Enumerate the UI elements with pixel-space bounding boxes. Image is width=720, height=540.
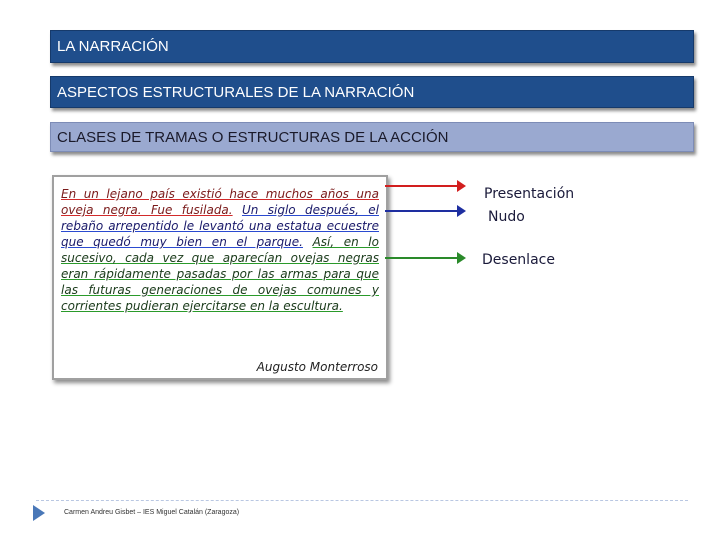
arrow-head-icon	[457, 252, 466, 264]
arrow-head-icon	[457, 205, 466, 217]
play-icon[interactable]	[33, 505, 45, 521]
title-text: LA NARRACIÓN	[57, 38, 169, 55]
label-presentacion: Presentación	[484, 186, 575, 202]
story-presentacion: En un lejano país existió hace muchos años una oveja negra. Fue fusilada.	[61, 187, 379, 217]
arrow-head-icon	[457, 180, 466, 192]
title-bar	[50, 30, 694, 63]
section-bar	[50, 122, 694, 152]
subtitle-text: ASPECTOS ESTRUCTURALES DE LA NARRACIÓN	[57, 83, 415, 101]
label-desenlace: Desenlace	[482, 252, 555, 268]
subtitle-bar	[50, 76, 694, 108]
footer-divider	[36, 500, 688, 501]
story-nudo: Un siglo después, el rebaño arrepentido le levantó una estatua ecuestre que quedó muy bien en el parque.	[61, 203, 379, 249]
story-author: Augusto Monterroso	[256, 360, 378, 374]
arrow-nudo	[385, 210, 458, 212]
section-text: CLASES DE TRAMAS O ESTRUCTURAS DE LA ACCIÓN	[57, 128, 449, 146]
story-box	[52, 175, 388, 380]
footer-credit: Carmen Andreu Gisbet – IES Miguel Catalán (Zaragoza)	[64, 509, 240, 516]
arrow-presentacion	[385, 185, 458, 187]
arrow-desenlace	[385, 257, 458, 259]
story-paragraph	[61, 186, 379, 314]
label-nudo: Nudo	[488, 209, 525, 225]
story-desenlace: Así, en lo sucesivo, cada vez que aparecían ovejas negras eran rápidamente pasadas por las armas para que las futuras generaciones de ovejas comunes y corrientes pudieran ejercitarse en la escultura.	[61, 235, 379, 313]
